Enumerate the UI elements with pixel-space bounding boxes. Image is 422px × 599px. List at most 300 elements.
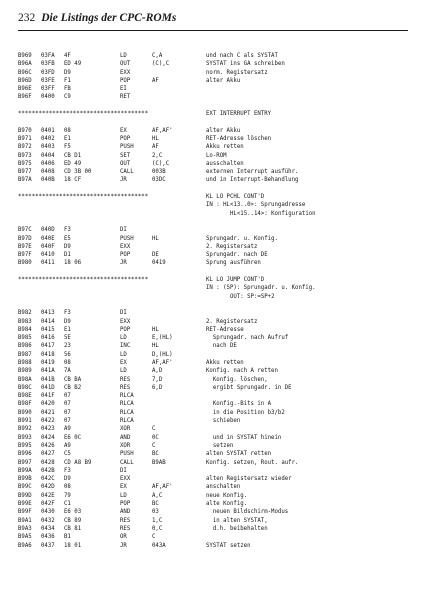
comment: ausschalten <box>206 160 244 167</box>
address: B99B <box>18 476 32 483</box>
listing-line <box>18 492 414 500</box>
rom-offset: 041B <box>41 376 55 383</box>
rom-offset: 040B <box>41 177 55 184</box>
comment: Sprungadr. nach DE <box>206 252 268 259</box>
address: B980 <box>18 260 32 267</box>
operand: 6,D <box>152 384 163 391</box>
comment: nach DE <box>206 343 237 350</box>
rom-offset: 0406 <box>41 160 55 167</box>
hex-bytes: A9 <box>64 426 71 433</box>
comment: externen Interrupt ausführ. <box>206 169 299 176</box>
hex-bytes: E1 <box>64 135 71 142</box>
hex-bytes: C5 <box>64 451 71 458</box>
comment: RET-Adresse löschen <box>206 135 272 142</box>
operand: C <box>152 534 156 541</box>
operand: BC <box>152 451 159 458</box>
hex-bytes: 07 <box>64 401 71 408</box>
mnemonic: PUSH <box>120 235 134 242</box>
comment: Konfig.-Bits in A <box>206 401 272 408</box>
hex-bytes: CB BA <box>64 376 82 383</box>
address: B98F <box>18 401 32 408</box>
mnemonic: AND <box>120 434 131 441</box>
comment: und in SYSTAT hinein <box>206 434 282 441</box>
hex-bytes: 07 <box>64 409 71 416</box>
operand: 043A <box>152 542 166 549</box>
rom-offset: 03FA <box>41 53 55 59</box>
listing-line <box>18 525 414 533</box>
spacer-line <box>18 268 414 276</box>
operand: AF <box>152 77 159 84</box>
section-note-line <box>18 210 414 218</box>
hex-bytes: 08 <box>64 359 71 366</box>
mnemonic: AND <box>120 509 131 516</box>
address: B988 <box>18 359 32 366</box>
section-note: OUT: SP:=SP+2 <box>230 293 275 300</box>
address: B992 <box>18 426 32 433</box>
rom-offset: 041D <box>41 384 55 391</box>
operand: D,(HL) <box>152 351 173 358</box>
listing-line <box>18 400 414 408</box>
comment: Konfig. setzen, Rout. aufr. <box>206 459 299 466</box>
operand: (C),C <box>152 61 170 68</box>
address: B993 <box>18 434 32 441</box>
comment: Sprungadr. nach Aufruf <box>206 335 289 342</box>
comment: Akku retten <box>206 144 244 151</box>
comment: SYSTAT ins GA schreiben <box>206 61 285 68</box>
operand: AF <box>152 144 159 151</box>
listing-line <box>18 392 414 400</box>
rom-offset: 042B <box>41 467 55 474</box>
mnemonic: POP <box>120 77 131 84</box>
assembler-listing <box>18 52 414 550</box>
listing-line <box>18 235 414 243</box>
comment: und nach C als SYSTAT <box>206 53 278 59</box>
section-header-line <box>18 193 414 201</box>
header-rule <box>18 30 408 31</box>
operand: 003B <box>152 169 166 176</box>
comment: alten Registersatz wieder <box>206 476 292 483</box>
comment: norm. Registersatz <box>206 69 268 76</box>
address: B99E <box>18 501 32 508</box>
listing-line <box>18 251 414 259</box>
listing-line <box>18 542 414 550</box>
mnemonic: LD <box>120 351 127 358</box>
mnemonic: RES <box>120 376 131 383</box>
listing-line <box>18 85 414 93</box>
rom-offset: 040D <box>41 227 55 234</box>
operand: AF,AF' <box>152 127 173 134</box>
hex-bytes: F1 <box>64 77 71 84</box>
hex-bytes: 56 <box>64 351 71 358</box>
hex-bytes: CB B2 <box>64 384 82 391</box>
hex-bytes: 18 06 <box>64 260 82 267</box>
rom-offset: 0418 <box>41 351 55 358</box>
spacer-line <box>18 118 414 126</box>
comment: alten SYSTAT retten <box>206 451 272 458</box>
hex-bytes: E5 <box>64 235 71 242</box>
comment: Konfig. löschen, <box>206 376 268 383</box>
rom-offset: 0404 <box>41 152 55 159</box>
comment: und in Interrupt-Behandlung <box>206 177 299 184</box>
operand: BC <box>152 501 159 508</box>
comment: ergibt Sprungadr. in DE <box>206 384 292 391</box>
comment: schieben <box>206 418 241 425</box>
listing-line <box>18 176 414 184</box>
operand: 2,C <box>152 152 163 159</box>
hex-bytes: D9 <box>64 476 71 483</box>
address: B99F <box>18 509 32 516</box>
comment: 2. Registersatz <box>206 318 258 325</box>
rom-offset: 0413 <box>41 310 55 317</box>
comment: d.h. beibehalten <box>206 525 268 532</box>
listing-line <box>18 77 414 85</box>
mnemonic: EXX <box>120 243 131 250</box>
listing-line <box>18 135 414 143</box>
address: B989 <box>18 368 32 375</box>
operand: A,D <box>152 368 163 375</box>
address: B972 <box>18 144 32 151</box>
hex-bytes: F3 <box>64 467 71 474</box>
mnemonic: EXX <box>120 318 131 325</box>
listing-line <box>18 376 414 384</box>
hex-bytes: CD 3B 00 <box>64 169 92 176</box>
rom-offset: 042C <box>41 476 55 483</box>
separator-stars: ************************************** <box>18 194 149 201</box>
rom-offset: 0436 <box>41 534 55 541</box>
section-title: EXT INTERRUPT ENTRY <box>206 111 272 118</box>
listing-line <box>18 152 414 160</box>
mnemonic: EX <box>120 127 127 134</box>
operand: 0,C <box>152 525 163 532</box>
operand: HL <box>152 135 159 142</box>
rom-offset: 041F <box>41 393 55 400</box>
mnemonic: DI <box>120 310 127 317</box>
mnemonic: LD <box>120 368 127 375</box>
rom-offset: 0414 <box>41 318 55 325</box>
rom-offset: 0428 <box>41 459 55 466</box>
address: B9A5 <box>18 534 32 541</box>
address: B98E <box>18 393 32 400</box>
mnemonic: RES <box>120 525 131 532</box>
address: B977 <box>18 169 32 176</box>
mnemonic: EXX <box>120 69 131 76</box>
hex-bytes: D9 <box>64 69 71 76</box>
operand: AF,AF' <box>152 359 173 366</box>
page-title: Die Listings der CPC-ROMs <box>41 12 177 24</box>
rom-offset: 0424 <box>41 434 55 441</box>
mnemonic: RES <box>120 384 131 391</box>
rom-offset: 03FF <box>41 86 55 93</box>
mnemonic: JR <box>120 542 127 549</box>
hex-bytes: 18 CF <box>64 177 82 184</box>
hex-bytes: E6 03 <box>64 509 82 516</box>
mnemonic: SET <box>120 152 131 159</box>
address: B96D <box>18 77 32 84</box>
listing-line <box>18 160 414 168</box>
address: B971 <box>18 135 32 142</box>
operand: C <box>152 426 156 433</box>
operand: HL <box>152 326 159 333</box>
hex-bytes: 4F <box>64 53 71 59</box>
listing-line <box>18 168 414 176</box>
listing-line <box>18 69 414 77</box>
address: B97D <box>18 235 32 242</box>
listing-line <box>18 367 414 375</box>
mnemonic: POP <box>120 501 131 508</box>
listing-line <box>18 467 414 475</box>
mnemonic: EX <box>120 484 127 491</box>
rom-offset: 0430 <box>41 509 55 516</box>
listing-line <box>18 434 414 442</box>
section-note: IN : HL<13..0>: Sprungadresse <box>206 202 306 209</box>
address: B997 <box>18 459 32 466</box>
mnemonic: EX <box>120 359 127 366</box>
mnemonic: RLCA <box>120 409 134 416</box>
section-title: KL LO PCHL CONT'D <box>206 194 265 201</box>
separator-stars: ************************************** <box>18 277 149 284</box>
mnemonic: INC <box>120 343 131 350</box>
mnemonic: RLCA <box>120 418 134 425</box>
address: B973 <box>18 152 32 159</box>
comment: Sprungadr. u. Konfig. <box>206 235 278 242</box>
mnemonic: CALL <box>120 459 134 466</box>
comment: in die Position b3/b2 <box>206 409 285 416</box>
hex-bytes: C9 <box>64 94 71 101</box>
listing-line <box>18 127 414 135</box>
address: B982 <box>18 310 32 317</box>
section-note-line <box>18 293 414 301</box>
rom-offset: 03FB <box>41 61 55 68</box>
rom-offset: 0426 <box>41 442 55 449</box>
address: B99D <box>18 492 32 499</box>
mnemonic: RES <box>120 517 131 524</box>
address: B97F <box>18 252 32 259</box>
address: B995 <box>18 442 32 449</box>
operand: DE <box>152 252 159 259</box>
operand: 1,C <box>152 517 163 524</box>
listing-line <box>18 517 414 525</box>
rom-offset: 042F <box>41 501 55 508</box>
mnemonic: JR <box>120 177 127 184</box>
hex-bytes: F5 <box>64 144 71 151</box>
address: B98C <box>18 384 32 391</box>
hex-bytes: FB <box>64 86 71 93</box>
section-title: KL LO JUMP CONT'D <box>206 277 265 284</box>
listing-line <box>18 500 414 508</box>
listing-line <box>18 334 414 342</box>
listing-line <box>18 318 414 326</box>
comment: Konfig. nach A retten <box>206 368 278 375</box>
comment: alter Akku <box>206 77 241 84</box>
address: B97E <box>18 243 32 250</box>
hex-bytes: D1 <box>64 252 71 259</box>
mnemonic: DI <box>120 227 127 234</box>
mnemonic: PUSH <box>120 451 134 458</box>
comment: setzen <box>206 442 234 449</box>
section-note: HL<15..14>: Konfiguration <box>230 210 316 217</box>
listing-line <box>18 309 414 317</box>
hex-bytes: 08 <box>64 484 71 491</box>
hex-bytes: D9 <box>64 318 71 325</box>
rom-offset: 0423 <box>41 426 55 433</box>
operand: C <box>152 442 156 449</box>
listing-line <box>18 60 414 68</box>
rom-offset: 0420 <box>41 401 55 408</box>
address: B996 <box>18 451 32 458</box>
hex-bytes: D9 <box>64 243 71 250</box>
address: B96C <box>18 69 32 76</box>
hex-bytes: A9 <box>64 442 71 449</box>
rom-offset: 0419 <box>41 359 55 366</box>
spacer-line <box>18 301 414 309</box>
address: B98A <box>18 376 32 383</box>
mnemonic: EI <box>120 86 127 93</box>
hex-bytes: CB D1 <box>64 152 82 159</box>
hex-bytes: 18 01 <box>64 542 82 549</box>
listing-line <box>18 342 414 350</box>
comment: 2. Registersatz <box>206 243 258 250</box>
address: B970 <box>18 127 32 134</box>
section-header-line <box>18 110 414 118</box>
mnemonic: RLCA <box>120 393 134 400</box>
listing-line <box>18 442 414 450</box>
mnemonic: POP <box>120 326 131 333</box>
rom-offset: 0408 <box>41 169 55 176</box>
operand: 7,D <box>152 376 163 383</box>
operand: 0419 <box>152 260 166 267</box>
address: B97A <box>18 177 32 184</box>
address: B975 <box>18 160 32 167</box>
listing-line <box>18 508 414 516</box>
rom-offset: 041A <box>41 368 55 375</box>
mnemonic: POP <box>120 135 131 142</box>
comment: RET-Adresse <box>206 326 244 333</box>
hex-bytes: CB 89 <box>64 517 82 524</box>
operand: 03DC <box>152 177 166 184</box>
address: B991 <box>18 418 32 425</box>
address: B9A3 <box>18 525 32 532</box>
mnemonic: PUSH <box>120 144 134 151</box>
comment: SYSTAT setzen <box>206 542 251 549</box>
section-header-line <box>18 276 414 284</box>
rom-offset: 0415 <box>41 326 55 333</box>
hex-bytes: ED 49 <box>64 160 82 167</box>
mnemonic: DI <box>120 467 127 474</box>
hex-bytes: F3 <box>64 310 71 317</box>
mnemonic: EXX <box>120 476 131 483</box>
spacer-line <box>18 185 414 193</box>
listing-line <box>18 326 414 334</box>
mnemonic: LD <box>120 53 127 59</box>
address: B990 <box>18 409 32 416</box>
hex-bytes: 7A <box>64 368 71 375</box>
listing-line <box>18 93 414 101</box>
listing-line <box>18 409 414 417</box>
rom-offset: 0432 <box>41 517 55 524</box>
rom-offset: 0403 <box>41 144 55 151</box>
hex-bytes: 07 <box>64 418 71 425</box>
separator-stars: ************************************** <box>18 111 149 118</box>
listing-line <box>18 243 414 251</box>
address: B96A <box>18 61 32 68</box>
operand: HL <box>152 343 159 350</box>
rom-offset: 0421 <box>41 409 55 416</box>
rom-offset: 0410 <box>41 252 55 259</box>
address: B986 <box>18 343 32 350</box>
section-note: IN : (SP): Sprungadr. u. Konfig. <box>206 285 316 292</box>
listing-line <box>18 417 414 425</box>
comment: alte Konfig. <box>206 501 248 508</box>
address: B99C <box>18 484 32 491</box>
operand: HL <box>152 235 159 242</box>
rom-offset: 0427 <box>41 451 55 458</box>
listing-line <box>18 259 414 267</box>
spacer-line <box>18 218 414 226</box>
operand: C,A <box>152 53 163 59</box>
mnemonic: POP <box>120 252 131 259</box>
address: B96E <box>18 86 32 93</box>
address: B987 <box>18 351 32 358</box>
section-note-line <box>18 201 414 209</box>
hex-bytes: CD A8 B9 <box>64 459 92 466</box>
operand: E,(HL) <box>152 335 173 342</box>
page-number: 232 <box>18 12 36 24</box>
address: B99A <box>18 467 32 474</box>
address: B9A1 <box>18 517 32 524</box>
rom-offset: 040F <box>41 243 55 250</box>
listing-line <box>18 475 414 483</box>
operand: 0C <box>152 434 159 441</box>
listing-line <box>18 483 414 491</box>
operand: 03 <box>152 509 159 516</box>
listing-line <box>18 533 414 541</box>
mnemonic: XOR <box>120 426 131 433</box>
mnemonic: JR <box>120 260 127 267</box>
comment: Akku retten <box>206 359 244 366</box>
hex-bytes: E6 0C <box>64 434 82 441</box>
mnemonic: OR <box>120 534 127 541</box>
comment: neuen Bildschirm-Modus <box>206 509 289 516</box>
mnemonic: RLCA <box>120 401 134 408</box>
rom-offset: 042E <box>41 492 55 499</box>
rom-offset: 0417 <box>41 343 55 350</box>
address: B9A6 <box>18 542 32 549</box>
spacer-line <box>18 102 414 110</box>
listing-line <box>18 52 414 60</box>
operand: A,C <box>152 492 163 499</box>
hex-bytes: C1 <box>64 501 71 508</box>
mnemonic: XOR <box>120 442 131 449</box>
rom-offset: 042D <box>41 484 55 491</box>
operand: B9AB <box>152 459 166 466</box>
rom-offset: 0402 <box>41 135 55 142</box>
comment: in alten SYSTAT, <box>206 517 268 524</box>
hex-bytes: F3 <box>64 227 71 234</box>
listing-line <box>18 450 414 458</box>
rom-offset: 0422 <box>41 418 55 425</box>
address: B983 <box>18 318 32 325</box>
hex-bytes: E1 <box>64 326 71 333</box>
rom-offset: 0416 <box>41 335 55 342</box>
rom-offset: 0437 <box>41 542 55 549</box>
address: B985 <box>18 335 32 342</box>
mnemonic: LD <box>120 492 127 499</box>
mnemonic: CALL <box>120 169 134 176</box>
listing-line <box>18 459 414 467</box>
listing-line <box>18 384 414 392</box>
address: B984 <box>18 326 32 333</box>
hex-bytes: 5E <box>64 335 71 342</box>
